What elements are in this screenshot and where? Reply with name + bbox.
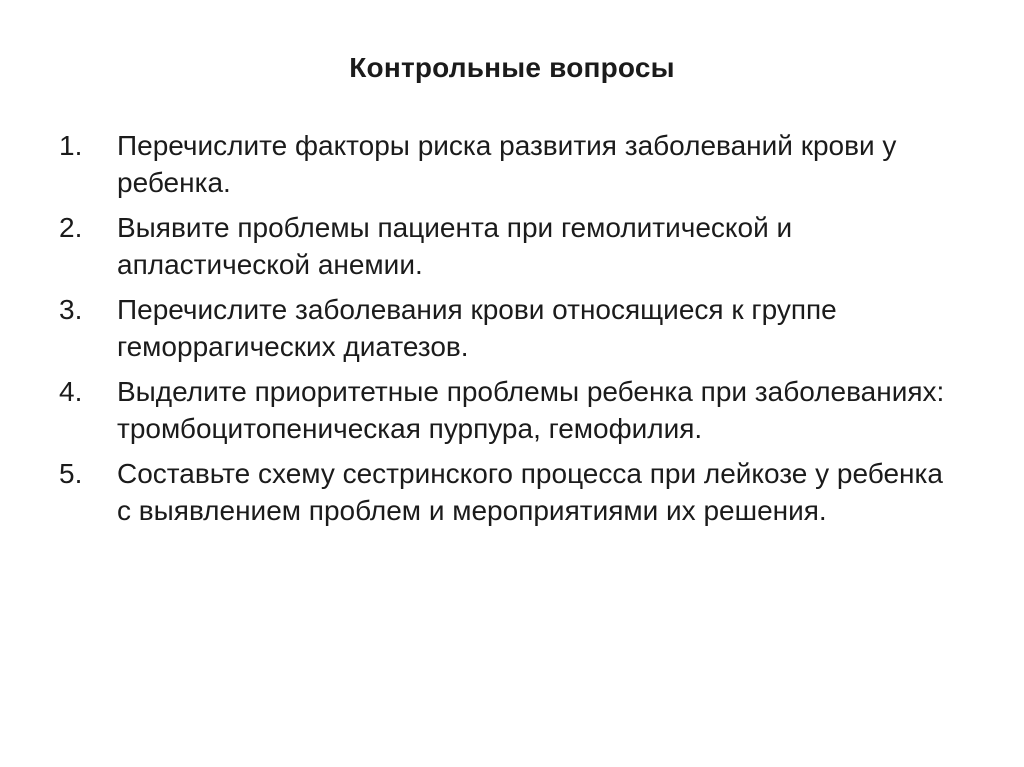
- question-number: 3.: [59, 294, 83, 325]
- question-number: 1.: [59, 130, 83, 161]
- question-text: Составьте схему сестринского процесса при лейкозе у ребенка с выявлением проблем и мероприятиями их решения.: [117, 458, 943, 526]
- question-number: 4.: [59, 376, 83, 407]
- list-item: [0, 291, 947, 365]
- questions-list: [0, 127, 1024, 537]
- question-text: Перечислите факторы риска развития заболеваний крови у ребенка.: [117, 130, 897, 198]
- question-number: 5.: [59, 458, 83, 489]
- question-text: Выделите приоритетные проблемы ребенка при заболеваниях: тромбоцитопеническая пурпура, гемофилия.: [117, 376, 945, 444]
- question-text: Перечислите заболевания крови относящиеся к группе геморрагических диатезов.: [117, 294, 837, 362]
- question-number: 2.: [59, 212, 83, 243]
- slide-title: Контрольные вопросы: [349, 52, 675, 83]
- question-text: Выявите проблемы пациента при гемолитической и апластической анемии.: [117, 212, 793, 280]
- list-item: [0, 373, 947, 447]
- list-item: [0, 209, 947, 283]
- list-item: [0, 455, 947, 529]
- list-item: [0, 127, 947, 201]
